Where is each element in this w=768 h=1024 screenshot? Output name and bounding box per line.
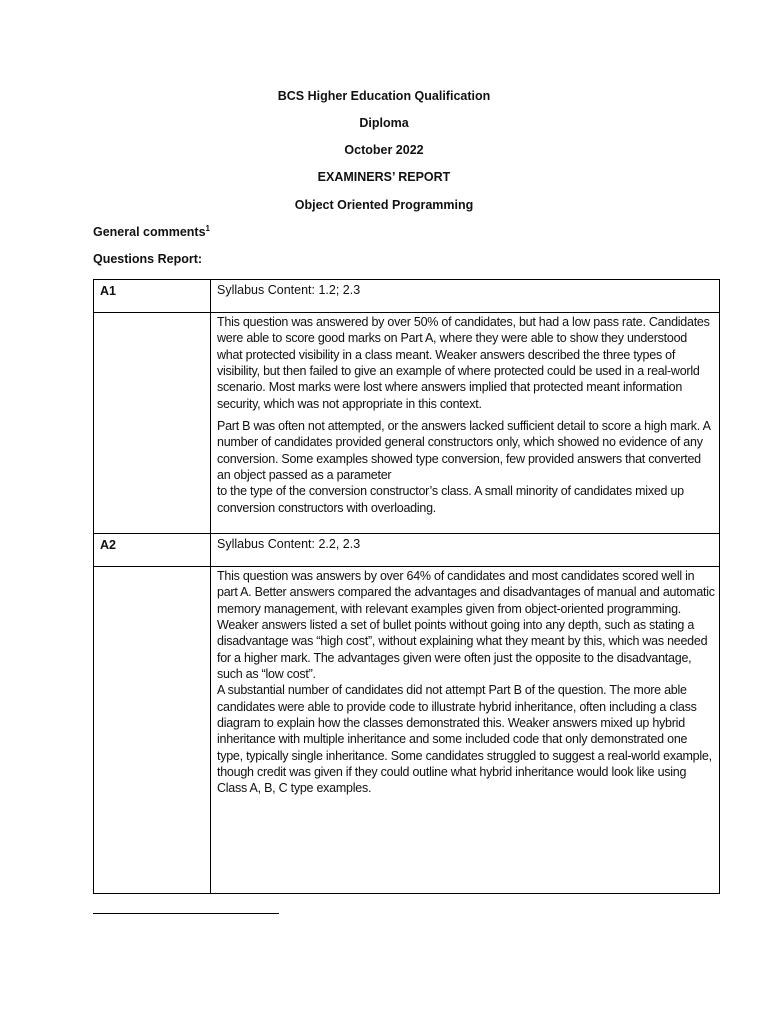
exam-date: October 2022 [344, 143, 424, 157]
comment-paragraph: This question was answers by over 64% of candidates and most candidates scored well in part A. Better answers compared the advantages and disadvantages of manual and automatic memory management, with relevant examples given from object-oriented programming. Weaker answers listed a set of bullet points without going into any depth, such as stating a disadvantage was “high cost”, without explaining what they meant by this, which was needed for a higher mark. The advantages given were often just the opposite to the disadvantage, such as “low cost”. [217, 569, 715, 682]
question-comment-cell [211, 313, 720, 534]
syllabus-content: Syllabus Content: 2.2, 2.3 [211, 534, 720, 567]
questions-report-heading: Questions Report: [93, 252, 203, 266]
level-title: Diploma [359, 116, 409, 130]
comment-paragraph: Part B was often not attempted, or the answers lacked sufficient detail to score a high mark. A number of candidates provided general constructors only, which showed no evidence of any conversion. Some examples showed type conversion, few provided answers that converted an object passed as a parameter [217, 419, 710, 483]
question-header-row [94, 534, 720, 567]
general-comments-label: General comments [93, 225, 206, 239]
question-comment-cell [211, 567, 720, 894]
general-comments-heading [93, 224, 210, 240]
qualification-title: BCS Higher Education Qualification [277, 89, 491, 103]
question-comment-row [94, 313, 720, 534]
question-comment-row [94, 567, 720, 894]
question-id: A1 [94, 280, 211, 313]
empty-cell [94, 313, 211, 534]
comment-paragraph: to the type of the conversion constructor’s class. A small minority of candidates mixed up conversion constructors with overloading. [217, 484, 684, 515]
footnote-separator [93, 913, 279, 914]
question-header-row [94, 280, 720, 313]
syllabus-content: Syllabus Content: 1.2; 2.3 [211, 280, 720, 313]
questions-table [93, 279, 720, 894]
footnote-reference: 1 [205, 224, 210, 233]
question-id: A2 [94, 534, 211, 567]
empty-cell [94, 567, 211, 894]
comment-paragraph: This question was answered by over 50% of candidates, but had a low pass rate. Candidates were able to score good marks on Part A, where they were able to show they understood what protected visibility in a class meant. Weaker answers described the three types of visibility, but then failed to give an example of where protected could be used in a real-world scenario. Most marks were lost where answers implied that protected meant information security, which was not appropriate in this context. [217, 315, 710, 411]
comment-paragraph: A substantial number of candidates did not attempt Part B of the question. The more able candidates were able to provide code to illustrate hybrid inheritance, often including a class diagram to explain how the classes demonstrated this. Weaker answers mixed up hybrid inheritance with multiple inheritance and some included code that only demonstrated one type, typically single inheritance. Some candidates struggled to suggest a real-world example, though credit was given if they could outline what hybrid inheritance would look like using Class A, B, C type examples. [217, 683, 712, 796]
report-title: EXAMINERS’ REPORT [317, 170, 451, 184]
subject-title: Object Oriented Programming [294, 198, 474, 212]
